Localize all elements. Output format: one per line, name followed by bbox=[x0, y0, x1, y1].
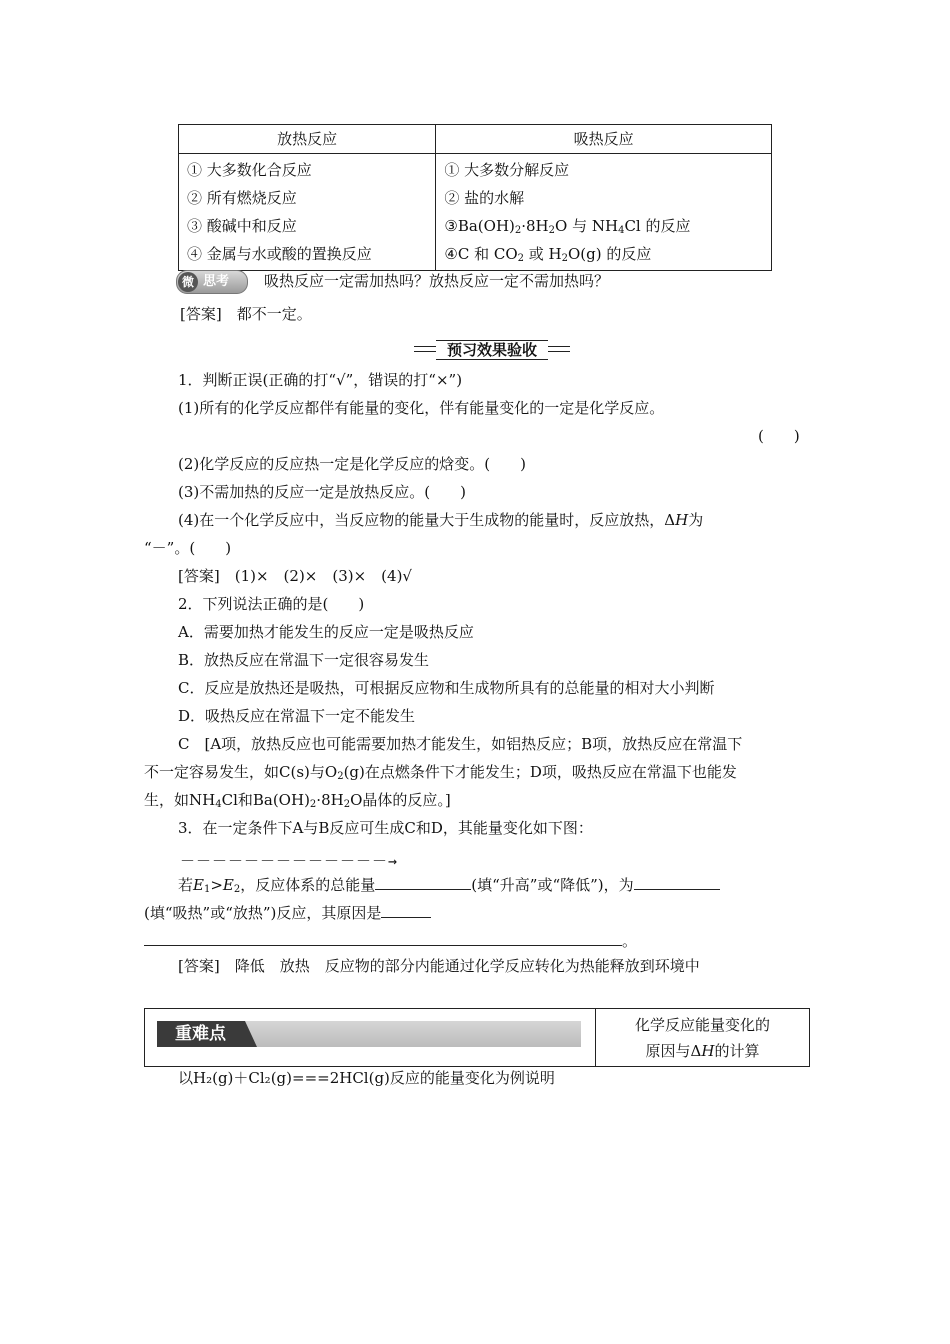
q1-answer bbox=[178, 565, 412, 587]
think-badge-icon: 微 bbox=[178, 272, 198, 292]
q3-stem: 3．在一定条件下A与B反应可生成C和D，其能量变化如下图： bbox=[178, 819, 593, 837]
q3-fill-line: 若$E_1>E_2$，反应体系的总能量 (填“升高”或“降低”)，为 bbox=[178, 873, 720, 901]
fill-text: (填“升高”或“降低”)，为 bbox=[471, 876, 634, 894]
q1-item: (1)所有的化学反应都伴有能量的变化，伴有能量变化的一定是化学反应。 bbox=[178, 399, 665, 417]
q2-explanation: 生，如$NH_4Cl$和$Ba(OH)_2\cdot 8H_2O$晶体的反应。] bbox=[144, 791, 451, 810]
q2-explanation: 不一定容易发生，如C(s)与$O_2(g)$在点燃条件下才能发生；D项，吸热反应在常温下也能发 bbox=[144, 763, 737, 782]
fill-text: 。 bbox=[622, 932, 638, 950]
answer-text: (1)× (2)× (3)× (4)√ bbox=[234, 567, 412, 585]
answer-tag: [答案] bbox=[180, 305, 222, 323]
think-question: 吸热反应一定需加热吗？放热反应一定不需加热吗？ bbox=[264, 272, 610, 290]
q1-item-text: 为 bbox=[688, 511, 704, 529]
key-point-title-line: 化学反应能量变化的 bbox=[634, 1016, 770, 1034]
blank-total-energy[interactable] bbox=[375, 873, 471, 890]
key-point-header bbox=[144, 1008, 810, 1067]
enthalpy-symbol: H bbox=[675, 511, 689, 529]
q3-answer bbox=[178, 955, 700, 977]
exothermic-item: ④ 金属与水或酸的置换反应 bbox=[187, 245, 372, 263]
key-point-bar bbox=[157, 1021, 581, 1047]
q2-option: B．放热反应在常温下一定很容易发生 bbox=[178, 651, 430, 669]
enthalpy-symbol: H bbox=[701, 1042, 715, 1060]
title-text: 的计算 bbox=[714, 1042, 760, 1060]
q1-item: (2)化学反应的反应热一定是化学反应的焓变。( ) bbox=[178, 455, 526, 473]
explanation-text: Cl和Ba(OH) bbox=[221, 791, 310, 809]
explanation-text: ·8H bbox=[316, 791, 344, 809]
q1-item: (3)不需加热的反应一定是放热反应。( ) bbox=[178, 483, 466, 501]
key-point-label: 重难点 bbox=[175, 1024, 226, 1044]
banner-title: 预习效果验收 bbox=[436, 340, 548, 360]
q2-explanation: C [A项，放热反应也可能需要加热才能发生，如铝热反应；B项，放热反应在常温下 bbox=[178, 735, 743, 753]
explanation-text: 生，如NH bbox=[144, 791, 216, 809]
header-endothermic: 吸热反应 bbox=[436, 125, 772, 154]
answer-tag: [答案] bbox=[178, 567, 220, 585]
q1-stem: 1．判断正误(正确的打“√”，错误的打“×”) bbox=[178, 371, 463, 389]
fill-text: (填“吸热”或“放热”)反应，其原因是 bbox=[144, 904, 382, 922]
key-point-title-line bbox=[596, 1038, 809, 1064]
think-badge bbox=[176, 270, 248, 294]
section-banner bbox=[414, 338, 570, 360]
q2-option: D．吸热反应在常温下一定不能发生 bbox=[178, 707, 416, 725]
key-point-title bbox=[596, 1009, 809, 1069]
think-answer bbox=[180, 303, 312, 325]
answer-tag: [答案] bbox=[178, 957, 220, 975]
energy-diagram-placeholder: －－－－－－－－－－－－－→ bbox=[180, 852, 399, 870]
q3-fill-line bbox=[144, 929, 637, 952]
endothermic-item: ④C 和 $CO_2$ 或 $H_2O(g)$ 的反应 bbox=[444, 245, 652, 264]
fill-text: 若 bbox=[178, 876, 194, 894]
q1-item-continued: “－”。( ) bbox=[144, 539, 232, 557]
endothermic-item: ① 大多数分解反应 bbox=[444, 161, 570, 179]
intro-line: 以H₂(g)＋Cl₂(g)===2HCl(g)反应的能量变化为例说明 bbox=[178, 1069, 555, 1087]
exothermic-cell bbox=[179, 154, 436, 271]
endothermic-item: $③Ba(OH)_2\cdot 8H_2O$ 与 $NH_4Cl$ 的反应 bbox=[444, 217, 691, 236]
answer-paren: ( ) bbox=[758, 427, 800, 445]
q1-item-text: (4)在一个化学反应中，当反应物的能量大于生成物的能量时，反应放热，Δ bbox=[178, 511, 676, 529]
exothermic-item: ③ 酸碱中和反应 bbox=[187, 217, 297, 235]
q1-item bbox=[178, 509, 703, 531]
explanation-text: (g)在点燃条件下才能发生；D项，吸热反应在常温下也能发 bbox=[343, 763, 737, 781]
fill-text: ，反应体系的总能量 bbox=[240, 876, 376, 894]
blank-reason-continued[interactable] bbox=[144, 929, 622, 946]
q3-fill-line bbox=[144, 901, 431, 924]
q2-option: A．需要加热才能发生的反应一定是吸热反应 bbox=[178, 623, 474, 641]
endothermic-cell bbox=[436, 154, 772, 271]
explanation-text: 不一定容易发生，如C(s)与O bbox=[144, 763, 338, 781]
endothermic-item: ② 盐的水解 bbox=[444, 189, 525, 207]
key-point-label-cell bbox=[145, 1009, 596, 1066]
blank-reason[interactable] bbox=[381, 901, 431, 918]
q2-option: C．反应是放热还是吸热，可根据反应物和生成物所具有的总能量的相对大小判断 bbox=[178, 679, 715, 697]
answer-text: 都不一定。 bbox=[236, 305, 312, 323]
think-badge-label: 思考 bbox=[203, 274, 230, 289]
blank-reaction-type[interactable] bbox=[634, 873, 720, 890]
header-exothermic: 放热反应 bbox=[179, 125, 436, 154]
title-text: 原因与Δ bbox=[645, 1042, 702, 1060]
exothermic-item: ② 所有燃烧反应 bbox=[187, 189, 297, 207]
answer-text: 降低 放热 反应物的部分内能通过化学反应转化为热能释放到环境中 bbox=[234, 957, 700, 975]
comparison-table bbox=[178, 124, 772, 271]
exothermic-item: ① 大多数化合反应 bbox=[187, 161, 312, 179]
explanation-text: O晶体的反应。] bbox=[350, 791, 451, 809]
q2-stem: 2．下列说法正确的是( ) bbox=[178, 595, 365, 613]
